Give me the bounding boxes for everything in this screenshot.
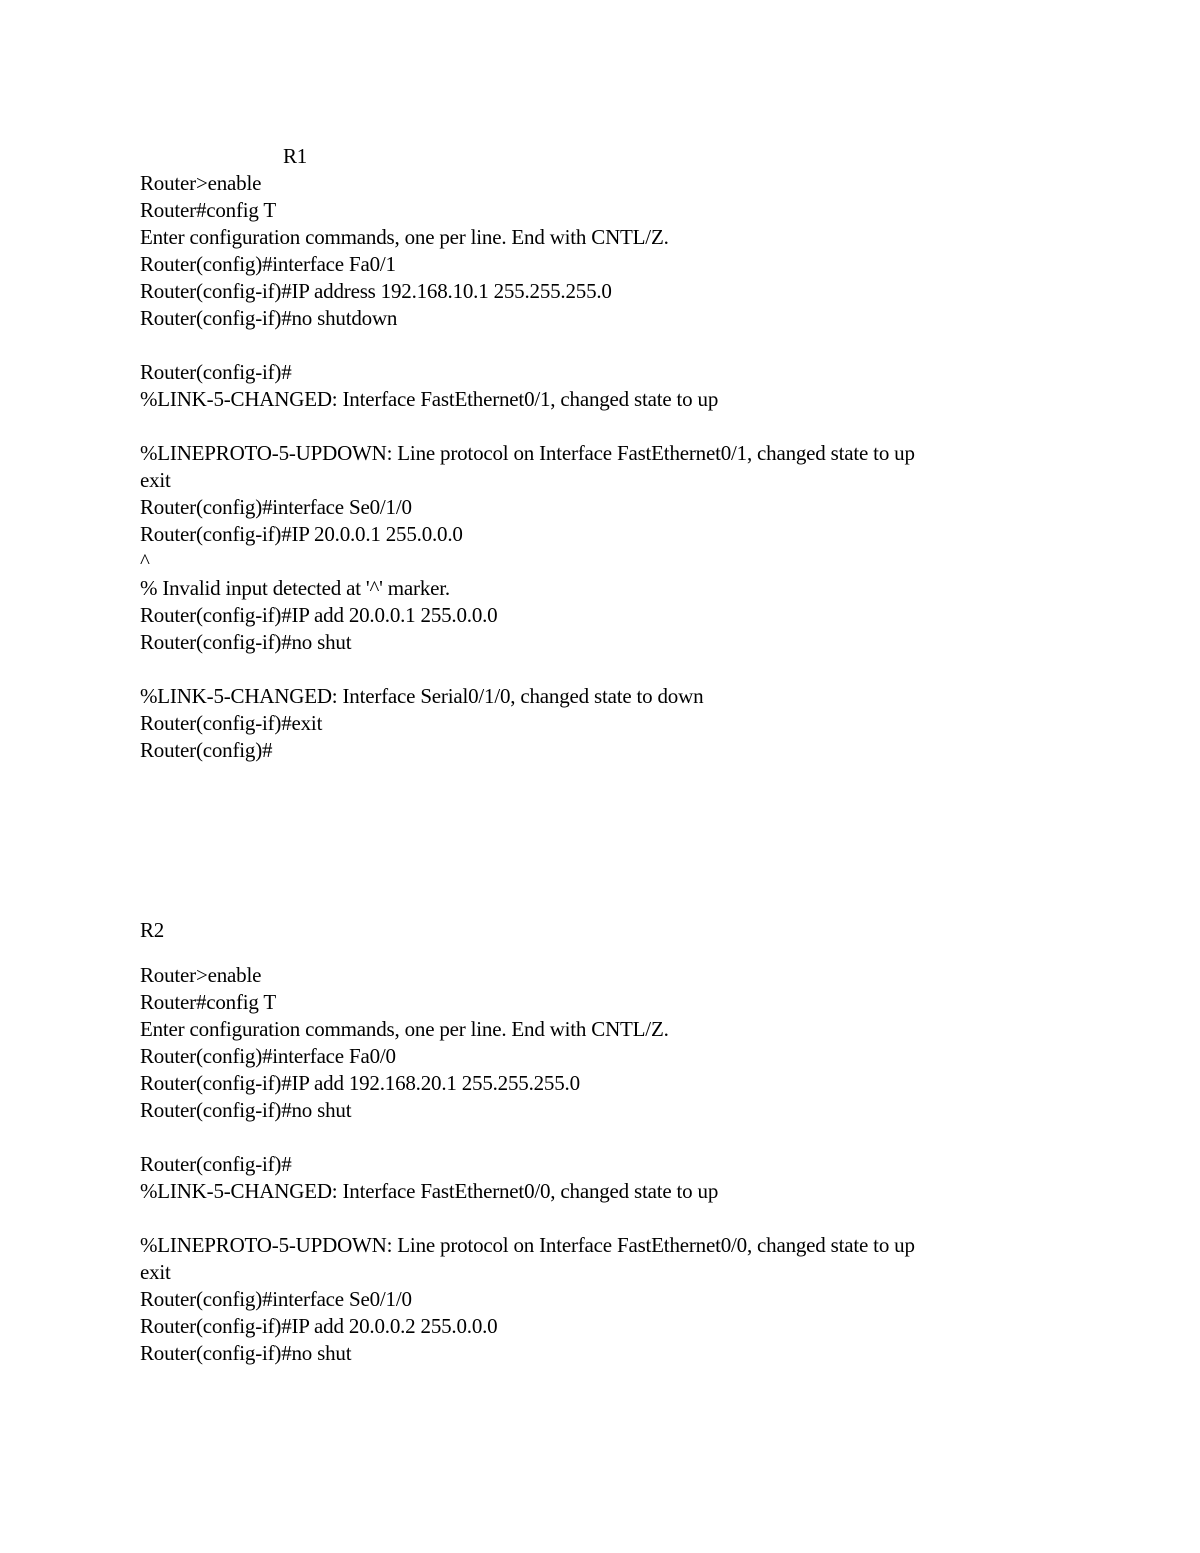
r2-line: Router(config-if)# (140, 1152, 292, 1176)
r1-line: Router(config-if)#IP 20.0.0.1 255.0.0.0 (140, 522, 463, 546)
r2-line: %LINK-5-CHANGED: Interface FastEthernet0/0, changed state to up (140, 1179, 719, 1203)
r1-line: Router(config)# (140, 738, 273, 762)
r1-line: ^ (140, 549, 150, 573)
r2-line: %LINEPROTO-5-UPDOWN: Line protocol on Interface FastEthernet0/0, changed state to up (140, 1233, 915, 1257)
r1-line: Router(config-if)# (140, 360, 292, 384)
r2-line: Router>enable (140, 963, 262, 987)
r2-line: Router(config-if)#IP add 192.168.20.1 255.255.255.0 (140, 1071, 580, 1095)
r1-line: % Invalid input detected at '^' marker. (140, 576, 450, 600)
r1-line: Router(config)#interface Fa0/1 (140, 252, 396, 276)
r1-line: %LINK-5-CHANGED: Interface FastEthernet0/1, changed state to up (140, 387, 719, 411)
r1-line: Router(config-if)#IP add 20.0.0.1 255.0.0.0 (140, 603, 498, 627)
r2-line: Router(config)#interface Se0/1/0 (140, 1287, 412, 1311)
r2-heading: R2 (140, 918, 165, 942)
r1-line: Router(config-if)#IP address 192.168.10.1 255.255.255.0 (140, 279, 612, 303)
r2-line: exit (140, 1260, 171, 1284)
r1-line: %LINK-5-CHANGED: Interface Serial0/1/0, changed state to down (140, 684, 704, 708)
r2-line: Router(config-if)#no shut (140, 1341, 352, 1365)
r1-line: Enter configuration commands, one per line. End with CNTL/Z. (140, 225, 669, 249)
r2-line: Router(config)#interface Fa0/0 (140, 1044, 396, 1068)
r1-line: exit (140, 468, 171, 492)
r1-line: %LINEPROTO-5-UPDOWN: Line protocol on Interface FastEthernet0/1, changed state to up (140, 441, 915, 465)
r1-line: Router#config T (140, 198, 277, 222)
r1-line: Router(config-if)#no shut (140, 630, 352, 654)
r2-line: Router#config T (140, 990, 277, 1014)
r1-heading: R1 (283, 144, 308, 168)
r2-line: Router(config-if)#IP add 20.0.0.2 255.0.0.0 (140, 1314, 498, 1338)
r1-line: Router(config-if)#no shutdown (140, 306, 398, 330)
r1-line: Router(config)#interface Se0/1/0 (140, 495, 412, 519)
r2-line: Router(config-if)#no shut (140, 1098, 352, 1122)
r1-line: Router(config-if)#exit (140, 711, 323, 735)
r1-line: Router>enable (140, 171, 262, 195)
r2-line: Enter configuration commands, one per line. End with CNTL/Z. (140, 1017, 669, 1041)
